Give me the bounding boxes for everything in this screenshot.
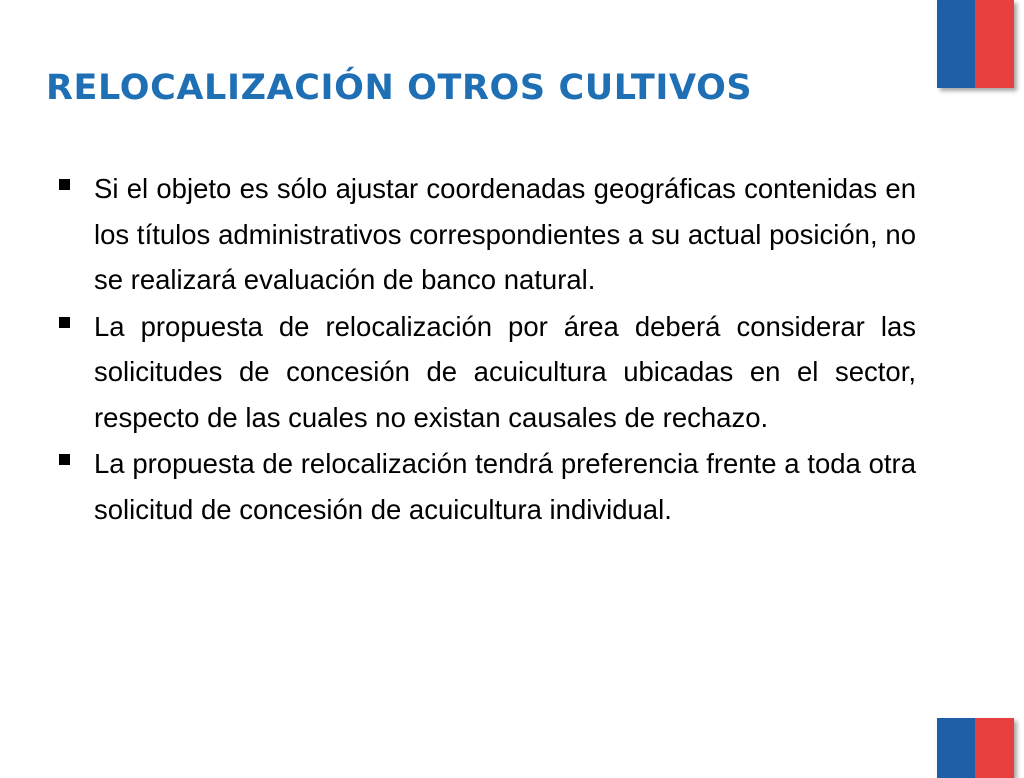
bullet-text: La propuesta de relocalización tendrá preferencia frente a toda otra solicitud de concesión de acuicultura individual. — [94, 448, 916, 525]
square-bullet-icon — [59, 454, 70, 465]
flag-red-stripe — [975, 718, 1014, 778]
bullet-item — [56, 304, 916, 441]
slide-title: RELOCALIZACIÓN OTROS CULTIVOS — [46, 68, 753, 108]
bullet-text: Si el objeto es sólo ajustar coordenadas geográficas contenidas en los títulos administrativos correspondientes a su actual posición, no se realizará evaluación de banco natural. — [94, 173, 916, 295]
flag-red-stripe — [975, 0, 1014, 88]
bullet-item — [56, 166, 916, 303]
bullet-item — [56, 441, 916, 532]
square-bullet-icon — [59, 317, 70, 328]
bullet-text: La propuesta de relocalización por área deberá considerar las solicitudes de concesión de acuicultura ubicadas en el sector, respecto de las cuales no existan causales de rechazo. — [94, 310, 916, 433]
flag-logo-bottom — [937, 718, 1014, 778]
square-bullet-icon — [59, 179, 70, 190]
flag-logo-top — [937, 0, 1014, 88]
flag-blue-stripe — [937, 0, 975, 88]
flag-blue-stripe — [937, 718, 975, 778]
bullet-list — [56, 166, 916, 533]
